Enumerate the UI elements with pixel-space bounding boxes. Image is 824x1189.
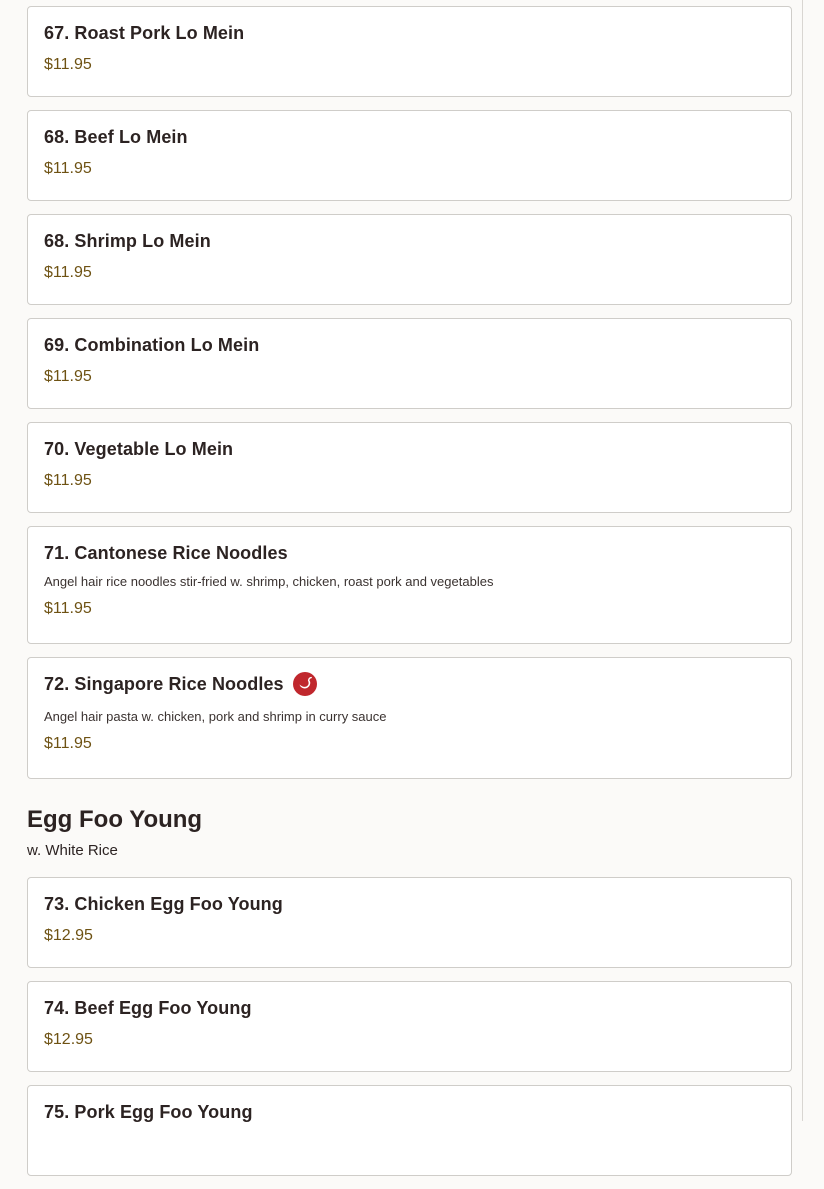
- menu-item-title: 71. Cantonese Rice Noodles: [44, 542, 288, 563]
- menu-item-title: 70. Vegetable Lo Mein: [44, 438, 234, 459]
- menu-item-price: $11.95: [44, 368, 92, 385]
- menu-item-card[interactable]: [27, 110, 792, 201]
- menu-item-price: $11.95: [44, 56, 92, 73]
- menu-item-title: 68. Beef Lo Mein: [44, 126, 188, 147]
- menu-item-card[interactable]: [27, 981, 792, 1072]
- section-title: Egg Foo Young: [27, 806, 203, 833]
- menu-item-price: $12.95: [44, 927, 93, 944]
- content-edge-divider: [802, 0, 803, 1121]
- menu-item-card[interactable]: [27, 318, 792, 409]
- menu-item-title: 72. Singapore Rice Noodles: [44, 673, 284, 694]
- spicy-pepper-icon: [293, 672, 317, 696]
- menu-item-card[interactable]: [27, 526, 792, 644]
- menu-item-title: 75. Pork Egg Foo Young: [44, 1101, 253, 1122]
- menu-content: [27, 6, 792, 1189]
- menu-item-price: $11.95: [44, 472, 92, 489]
- menu-item-price: $11.95: [44, 264, 92, 281]
- menu-item-card[interactable]: [27, 1085, 792, 1176]
- menu-item-price: $11.95: [44, 160, 92, 177]
- menu-item-title: 73. Chicken Egg Foo Young: [44, 893, 283, 914]
- menu-item-title: 67. Roast Pork Lo Mein: [44, 22, 245, 43]
- menu-item-card[interactable]: [27, 422, 792, 513]
- menu-item-description: Angel hair rice noodles stir-fried w. shrimp, chicken, roast pork and vegetables: [44, 574, 494, 589]
- menu-section-header: [27, 806, 792, 859]
- menu-item-card[interactable]: [27, 877, 792, 968]
- menu-item-card[interactable]: [27, 657, 792, 779]
- menu-item-title: 74. Beef Egg Foo Young: [44, 997, 252, 1018]
- menu-item-card[interactable]: [27, 214, 792, 305]
- section-subtitle: w. White Rice: [27, 842, 118, 859]
- menu-item-price: $11.95: [44, 600, 92, 617]
- menu-item-description: Angel hair pasta w. chicken, pork and shrimp in curry sauce: [44, 709, 387, 724]
- menu-item-price: $12.95: [44, 1031, 93, 1048]
- menu-item-price: $11.95: [44, 735, 92, 752]
- menu-item-title: 68. Shrimp Lo Mein: [44, 230, 211, 251]
- menu-item-title: 69. Combination Lo Mein: [44, 334, 260, 355]
- menu-item-card[interactable]: [27, 6, 792, 97]
